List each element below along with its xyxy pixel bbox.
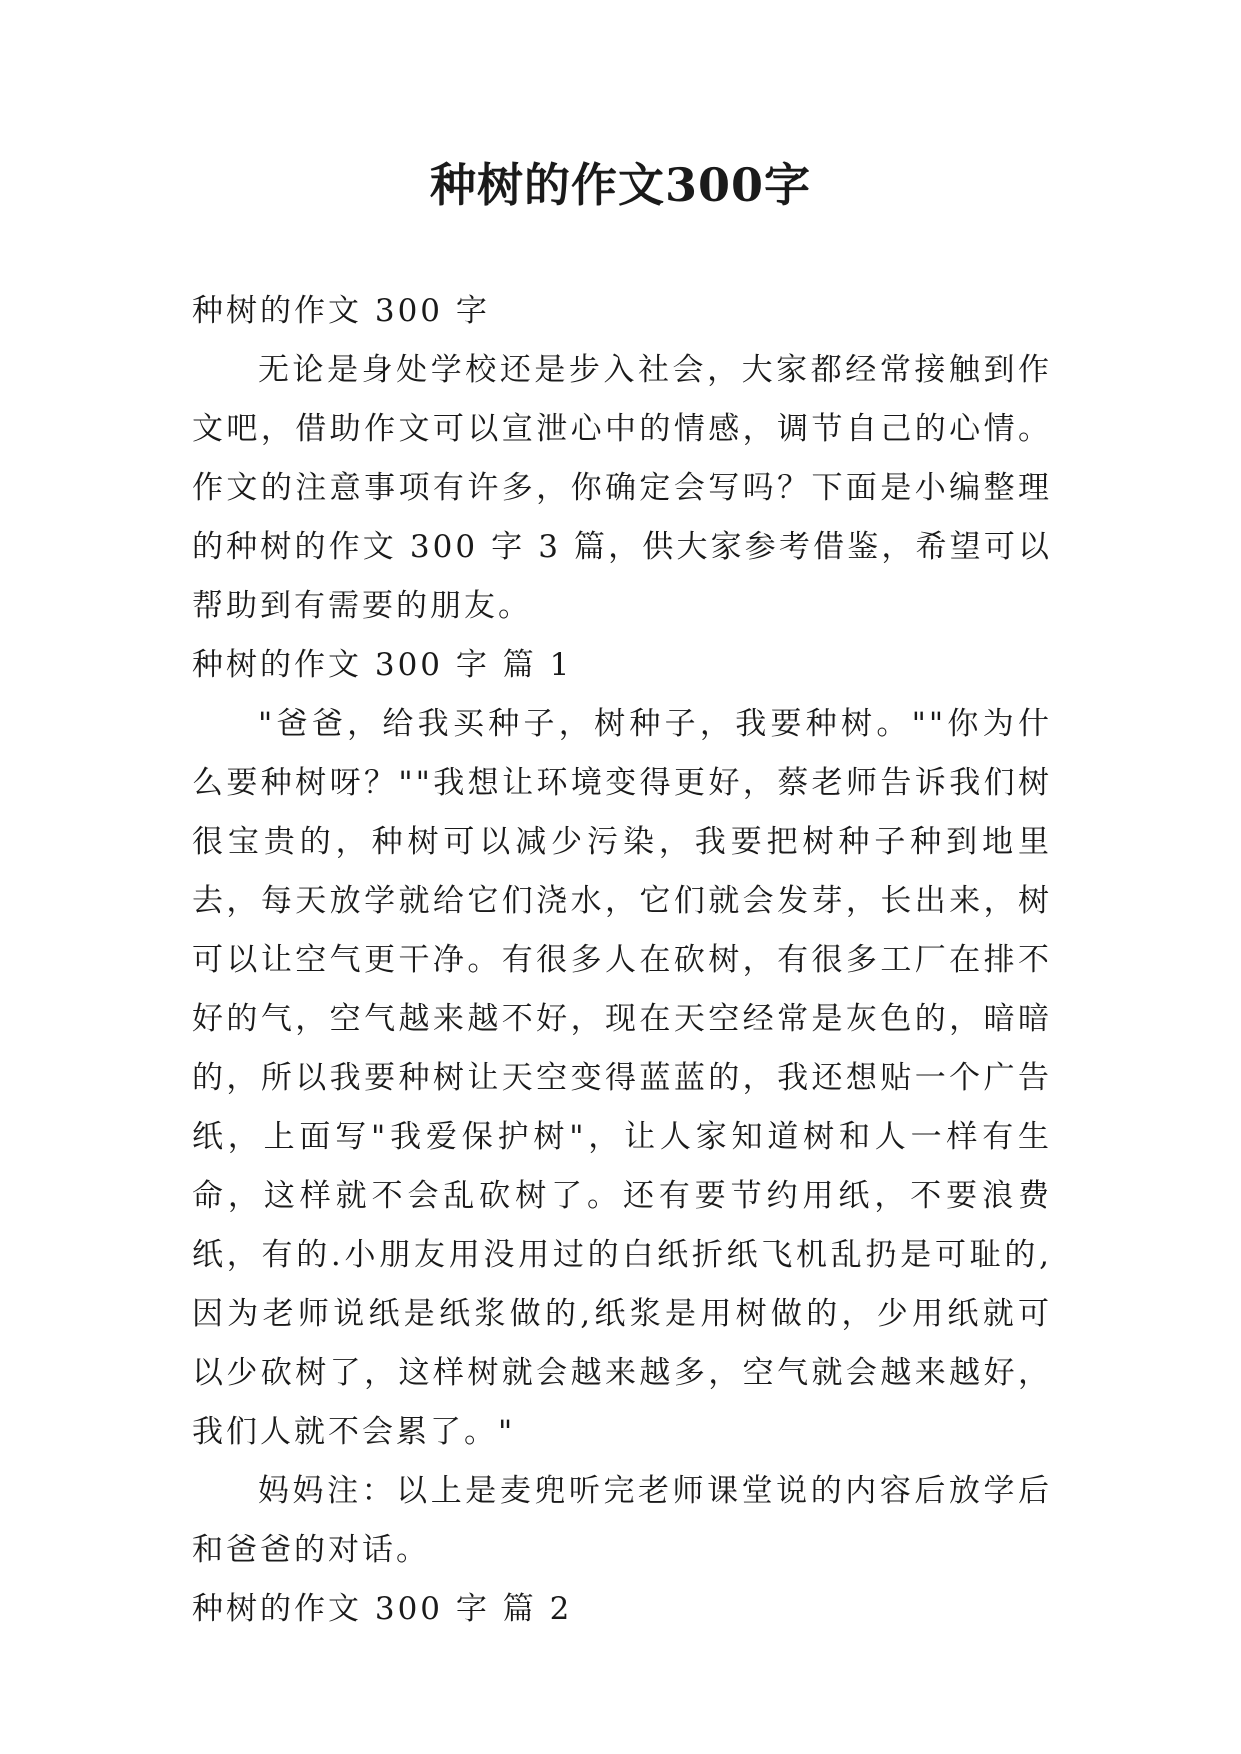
section-heading-1: 种树的作文 300 字 篇 1 xyxy=(192,647,573,683)
article-subtitle: 种树的作文 300 字 xyxy=(192,293,490,329)
intro-paragraph: 无论是身处学校还是步入社会，大家都经常接触到作文吧，借助作文可以宣泄心中的情感，调节自己的心情。作文的注意事项有许多，你确定会写吗？下面是小编整理的种树的作文 300 字 3 篇，供大家参考借鉴，希望可以帮助到有需要的朋友。 xyxy=(192,352,1052,624)
document-title: 种树的作文300字 xyxy=(429,158,812,212)
section-heading-2: 种树的作文 300 字 篇 2 xyxy=(192,1591,573,1627)
section-1-paragraph-1: "爸爸，给我买种子，树种子，我要种树。""你为什么要种树呀？""我想让环境变得更好，蔡老师告诉我们树很宝贵的，种树可以减少污染，我要把树种子种到地里去，每天放学就给它们浇水，它们就会发芽，长出来，树可以让空气更干净。有很多人在砍树，有很多工厂在排不好的气，空气越来越不好，现在天空经常是灰色的，暗暗的，所以我要种树让天空变得蓝蓝的，我还想贴一个广告纸，上面写"我爱保护树"，让人家知道树和人一样有生命，这样就不会乱砍树了。还有要节约用纸，不要浪费纸，有的.小朋友用没用过的白纸折纸飞机乱扔是可耻的,因为老师说纸是纸浆做的,纸浆是用树做的，少用纸就可以少砍树了，这样树就会越来越多，空气就会越来越好，我们人就不会累了。" xyxy=(192,706,1052,1450)
document-body xyxy=(192,282,1052,1639)
section-1-paragraph-2: 妈妈注：以上是麦兜听完老师课堂说的内容后放学后和爸爸的对话。 xyxy=(192,1473,1052,1568)
